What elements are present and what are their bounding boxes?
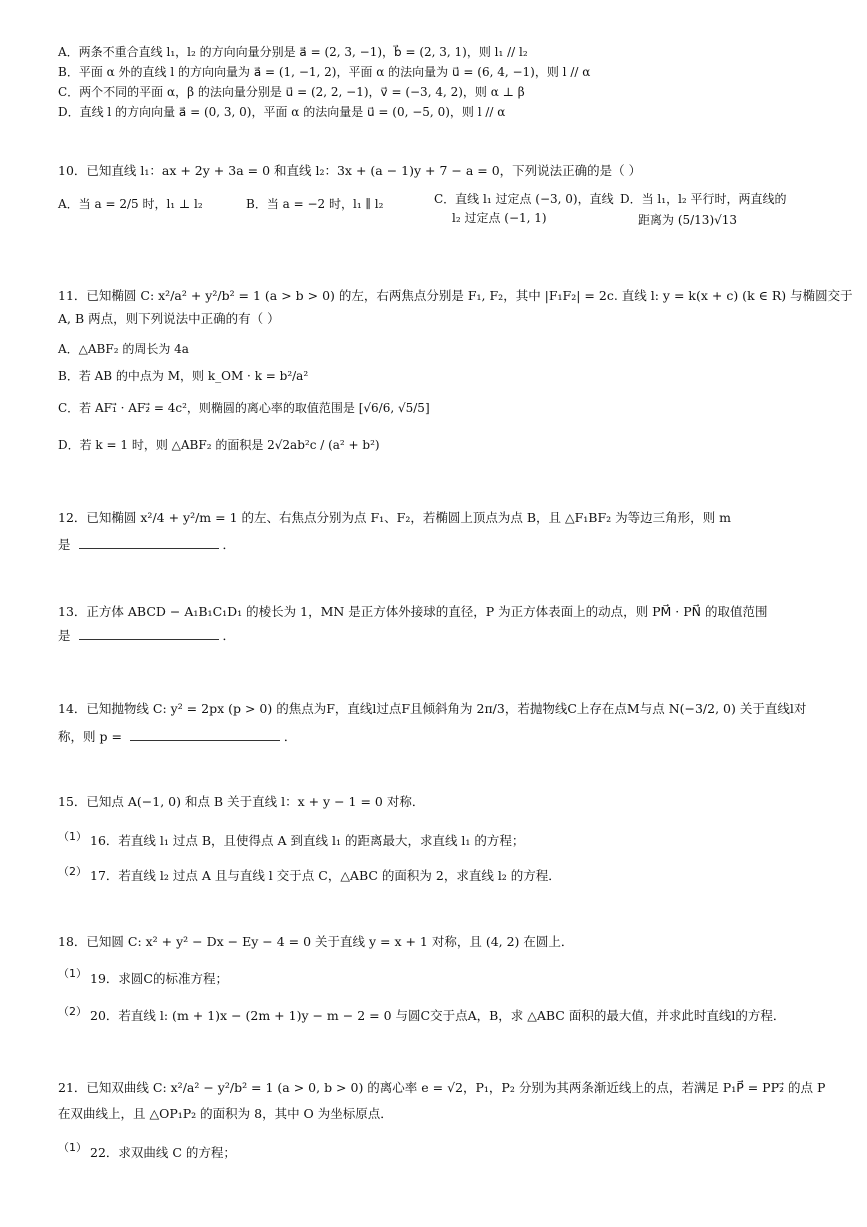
q9-option-d: D．直线 l 的方向向量 a⃗ = (0, 3, 0)，平面 α 的法向量是 u⃗ = (0, −5, 0)，则 l // α — [58, 105, 506, 119]
q11-stem-line2: A, B 两点，则下列说法中正确的有（ ） — [58, 311, 280, 326]
q21-line2: 在双曲线上，且 △OP₁P₂ 的面积为 8，其中 O 为坐标原点． — [58, 1106, 393, 1121]
q13-answer-blank[interactable] — [79, 627, 219, 640]
q13-line1: 13．正方体 ABCD − A₁B₁C₁D₁ 的棱长为 1，MN 是正方体外接球的直径，P 为正方体表面上的动点，则 PM⃗ · PN⃗ 的取值范围 — [58, 604, 768, 619]
q12-prefix: 是 — [58, 537, 71, 552]
q13-line2 — [58, 627, 235, 644]
q11-option-a: A．△ABF₂ 的周长为 4a — [58, 342, 189, 356]
q14-line2 — [58, 728, 296, 745]
q15-subpart-1: 16．若直线 l₁ 过点 B，且使得点 A 到直线 l₁ 的距离最大，求直线 l₁ 的方程； — [90, 833, 525, 848]
q10-option-d-line1: D．当 l₁，l₂ 平行时，两直线的 — [620, 192, 787, 206]
q18-subpart-1-number: （1） — [58, 967, 87, 980]
q21-line1: 21．已知双曲线 C: x²/a² − y²/b² = 1 (a > 0, b > 0) 的离心率 e = √2，P₁，P₂ 分别为其两条渐近线上的点，若满足 P₁P⃗ = PP₂⃗ 的点 P — [58, 1080, 826, 1095]
q12-suffix: ． — [222, 537, 235, 552]
q11-option-d: D．若 k = 1 时，则 △ABF₂ 的面积是 2√2ab²c / (a² + b²) — [58, 438, 380, 452]
q10-option-a: A．当 a = 2/5 时，l₁ ⊥ l₂ — [58, 197, 203, 211]
q18-subpart-1: 19．求圆C的标准方程； — [90, 971, 228, 986]
q9-option-b: B．平面 α 外的直线 l 的方向向量为 a⃗ = (1, −1, 2)，平面 α 的法向量为 u⃗ = (6, 4, −1)，则 l // α — [58, 65, 591, 79]
q12-answer-blank[interactable] — [79, 536, 219, 549]
q13-prefix: 是 — [58, 628, 71, 643]
q15-subpart-2: 17．若直线 l₂ 过点 A 且与直线 l 交于点 C，△ABC 的面积为 2，求直线 l₂ 的方程． — [90, 868, 561, 883]
q14-line1: 14．已知抛物线 C: y² = 2px (p > 0) 的焦点为F，直线l过点F且倾斜角为 2π/3，若抛物线C上存在点M与点 N(−3/2, 0) 关于直线l对 — [58, 701, 807, 716]
q10-stem: 10．已知直线 l₁：ax + 2y + 3a = 0 和直线 l₂：3x + (a − 1)y + 7 − a = 0，下列说法正确的是（ ） — [58, 163, 642, 178]
q10-option-c-line1: C．直线 l₁ 过定点 (−3, 0)，直线 — [434, 192, 614, 206]
q10-option-d-line2: 距离为 (5/13)√13 — [638, 213, 738, 227]
q10-option-b: B．当 a = −2 时，l₁ ∥ l₂ — [246, 197, 384, 211]
q11-stem-line1: 11．已知椭圆 C: x²/a² + y²/b² = 1 (a > b > 0) 的左，右两焦点分别是 F₁, F₂，其中 |F₁F₂| = 2c. 直线 l: y = k(x + c) (k ∈ R) 与椭圆交于 — [58, 288, 853, 303]
q14-prefix: 称，则 p = — [58, 729, 122, 744]
q11-option-b: B．若 AB 的中点为 M，则 k_OM · k = b²/a² — [58, 369, 309, 383]
q11-option-c: C．若 AF₁⃗ · AF₂⃗ = 4c²，则椭圆的离心率的取值范围是 [√6/6, √5/5] — [58, 401, 430, 415]
q12-line2 — [58, 536, 235, 553]
q12-line1: 12．已知椭圆 x²/4 + y²/m = 1 的左、右焦点分别为点 F₁、F₂，若椭圆上顶点为点 B，且 △F₁BF₂ 为等边三角形，则 m — [58, 510, 731, 525]
q10-option-c-line2: l₂ 过定点 (−1, 1) — [452, 211, 547, 225]
q14-answer-blank[interactable] — [130, 728, 280, 741]
q9-option-a: A．两条不重合直线 l₁，l₂ 的方向向量分别是 a⃗ = (2, 3, −1)，b⃗ = (2, 3, 1)，则 l₁ // l₂ — [58, 45, 528, 59]
q21-subpart-1: 22．求双曲线 C 的方程； — [90, 1145, 236, 1160]
q18-subpart-2-number: （2） — [58, 1005, 87, 1018]
q14-suffix: ． — [283, 729, 297, 744]
q21-subpart-1-number: （1） — [58, 1141, 87, 1154]
q18-stem: 18．已知圆 C: x² + y² − Dx − Ey − 4 = 0 关于直线 y = x + 1 对称，且 (4, 2) 在圆上． — [58, 934, 574, 949]
q13-suffix: ． — [222, 628, 235, 643]
q18-subpart-2: 20．若直线 l: (m + 1)x − (2m + 1)y − m − 2 = 0 与圆C交于点A，B，求 △ABC 面积的最大值，并求此时直线l的方程． — [90, 1008, 786, 1023]
q15-subpart-1-number: （1） — [58, 830, 87, 843]
q9-option-c: C．两个不同的平面 α，β 的法向量分别是 u⃗ = (2, 2, −1)，v⃗ = (−3, 4, 2)，则 α ⊥ β — [58, 85, 525, 99]
q15-stem: 15．已知点 A(−1, 0) 和点 B 关于直线 l：x + y − 1 = 0 对称． — [58, 794, 425, 809]
q15-subpart-2-number: （2） — [58, 865, 87, 878]
